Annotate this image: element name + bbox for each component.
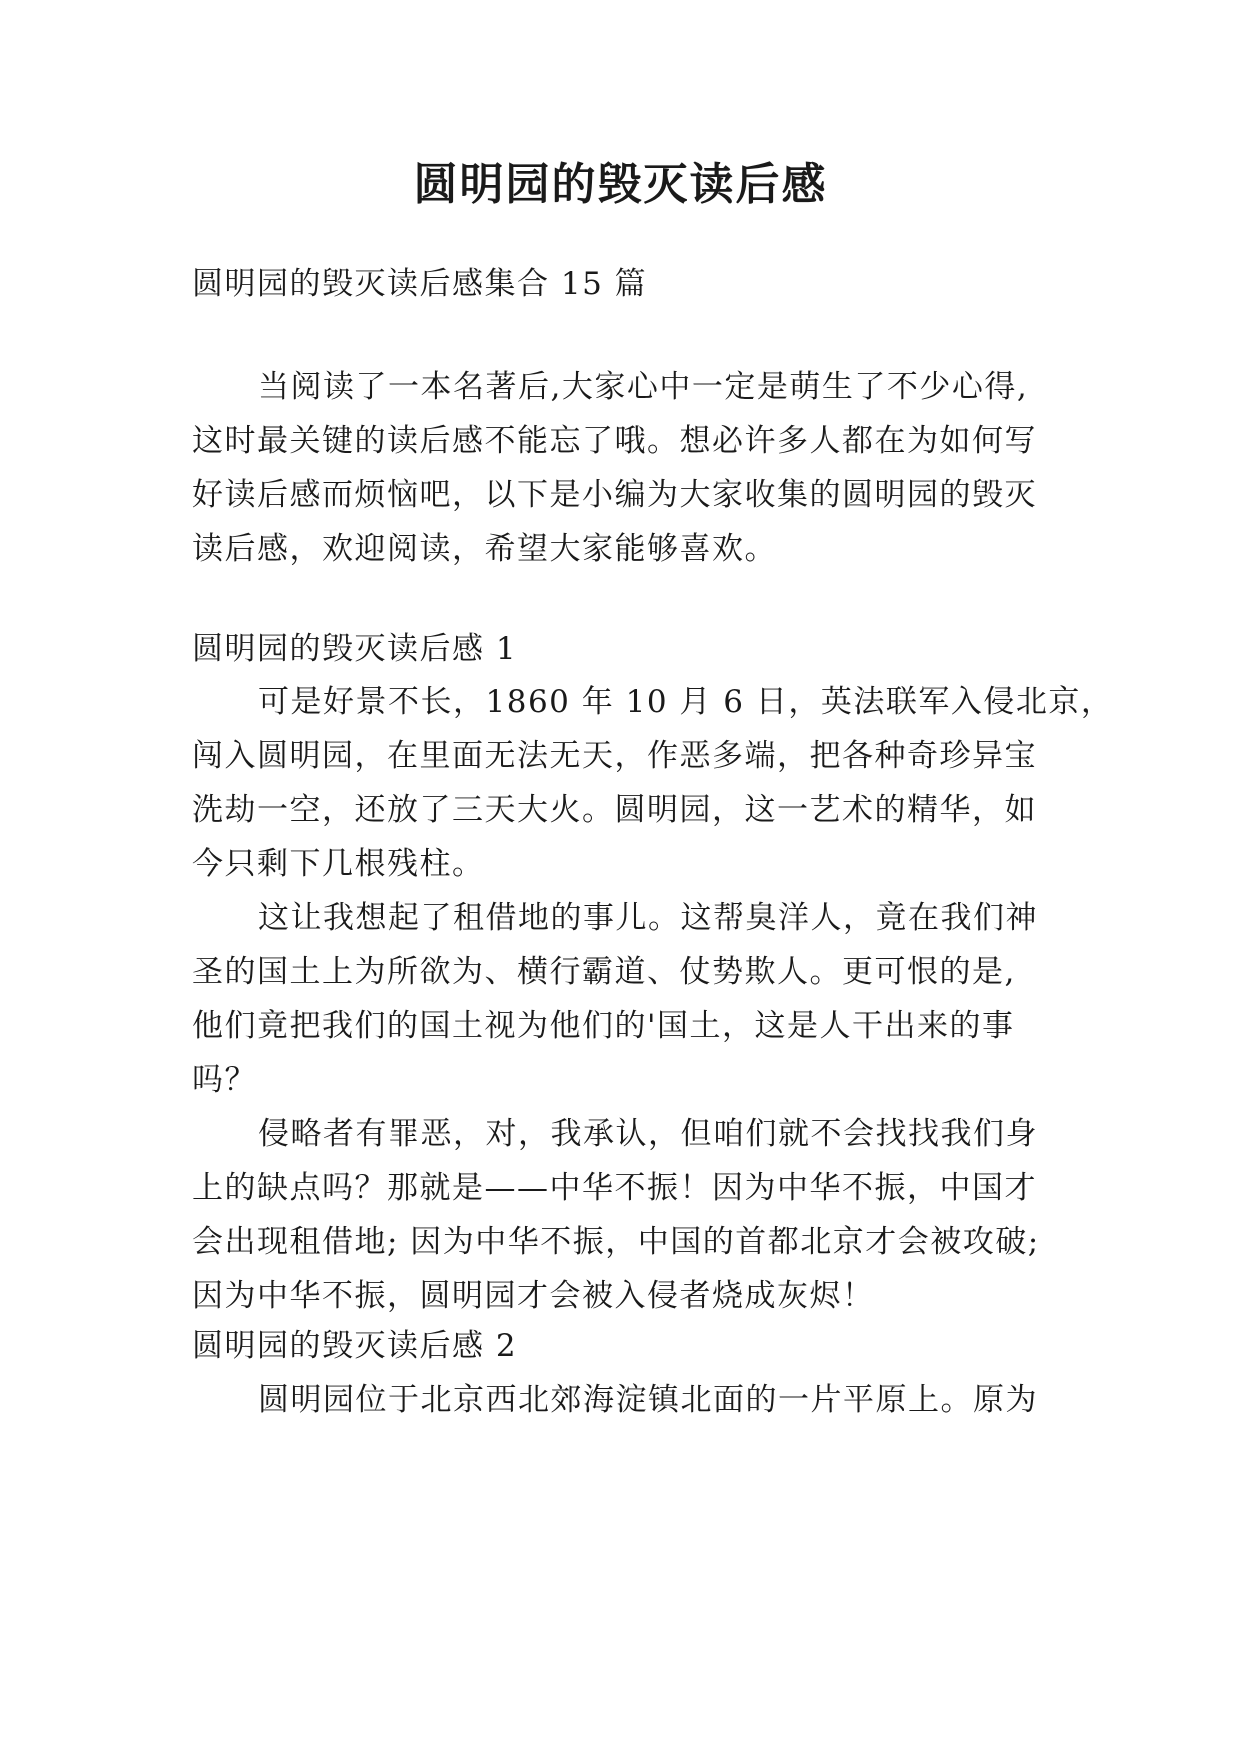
section-heading: 圆明园的毁灭读后感 1: [192, 631, 518, 667]
intro-line: 读后感，欢迎阅读，希望大家能够喜欢。: [192, 531, 777, 567]
paragraph-line: 洗劫一空，还放了三天大火。圆明园，这一艺术的精华，如: [192, 792, 1037, 828]
paragraph-line: 会出现租借地; 因为中华不振，中国的首都北京才会被攻破;: [192, 1224, 1040, 1260]
paragraph-line: 圣的国土上为所欲为、横行霸道、仗势欺人。更可恨的是,: [192, 954, 1016, 990]
paragraph-line: 上的缺点吗？那就是——中华不振！因为中华不振，中国才: [192, 1170, 1037, 1206]
paragraph-line: 吗？: [192, 1062, 257, 1098]
paragraph-line: 今只剩下几根残柱。: [192, 846, 485, 882]
paragraph-line: 这让我想起了租借地的事儿。这帮臭洋人，竟在我们神: [258, 900, 1038, 936]
paragraph-line: 他们竟把我们的国土视为他们的'国土，这是人干出来的事: [192, 1008, 1015, 1044]
paragraph-line: 闯入圆明园，在里面无法无天，作恶多端，把各种奇珍异宝: [192, 738, 1037, 774]
intro-line: 好读后感而烦恼吧，以下是小编为大家收集的圆明园的毁灭: [192, 477, 1037, 513]
paragraph-line: 圆明园位于北京西北郊海淀镇北面的一片平原上。原为: [258, 1382, 1038, 1418]
paragraph-line: 可是好景不长，1860 年 10 月 6 日，英法联军入侵北京，: [258, 684, 1114, 720]
intro-line: 这时最关键的读后感不能忘了哦。想必许多人都在为如何写: [192, 423, 1037, 459]
paragraph-line: 因为中华不振，圆明园才会被入侵者烧成灰烬！: [192, 1278, 875, 1314]
section-heading: 圆明园的毁灭读后感 2: [192, 1328, 518, 1364]
document-title: 圆明园的毁灭读后感: [413, 159, 828, 210]
paragraph-line: 侵略者有罪恶，对，我承认，但咱们就不会找找我们身: [258, 1116, 1038, 1152]
document-subtitle: 圆明园的毁灭读后感集合 15 篇: [192, 266, 648, 302]
intro-line: 当阅读了一本名著后,大家心中一定是萌生了不少心得,: [258, 369, 1029, 405]
